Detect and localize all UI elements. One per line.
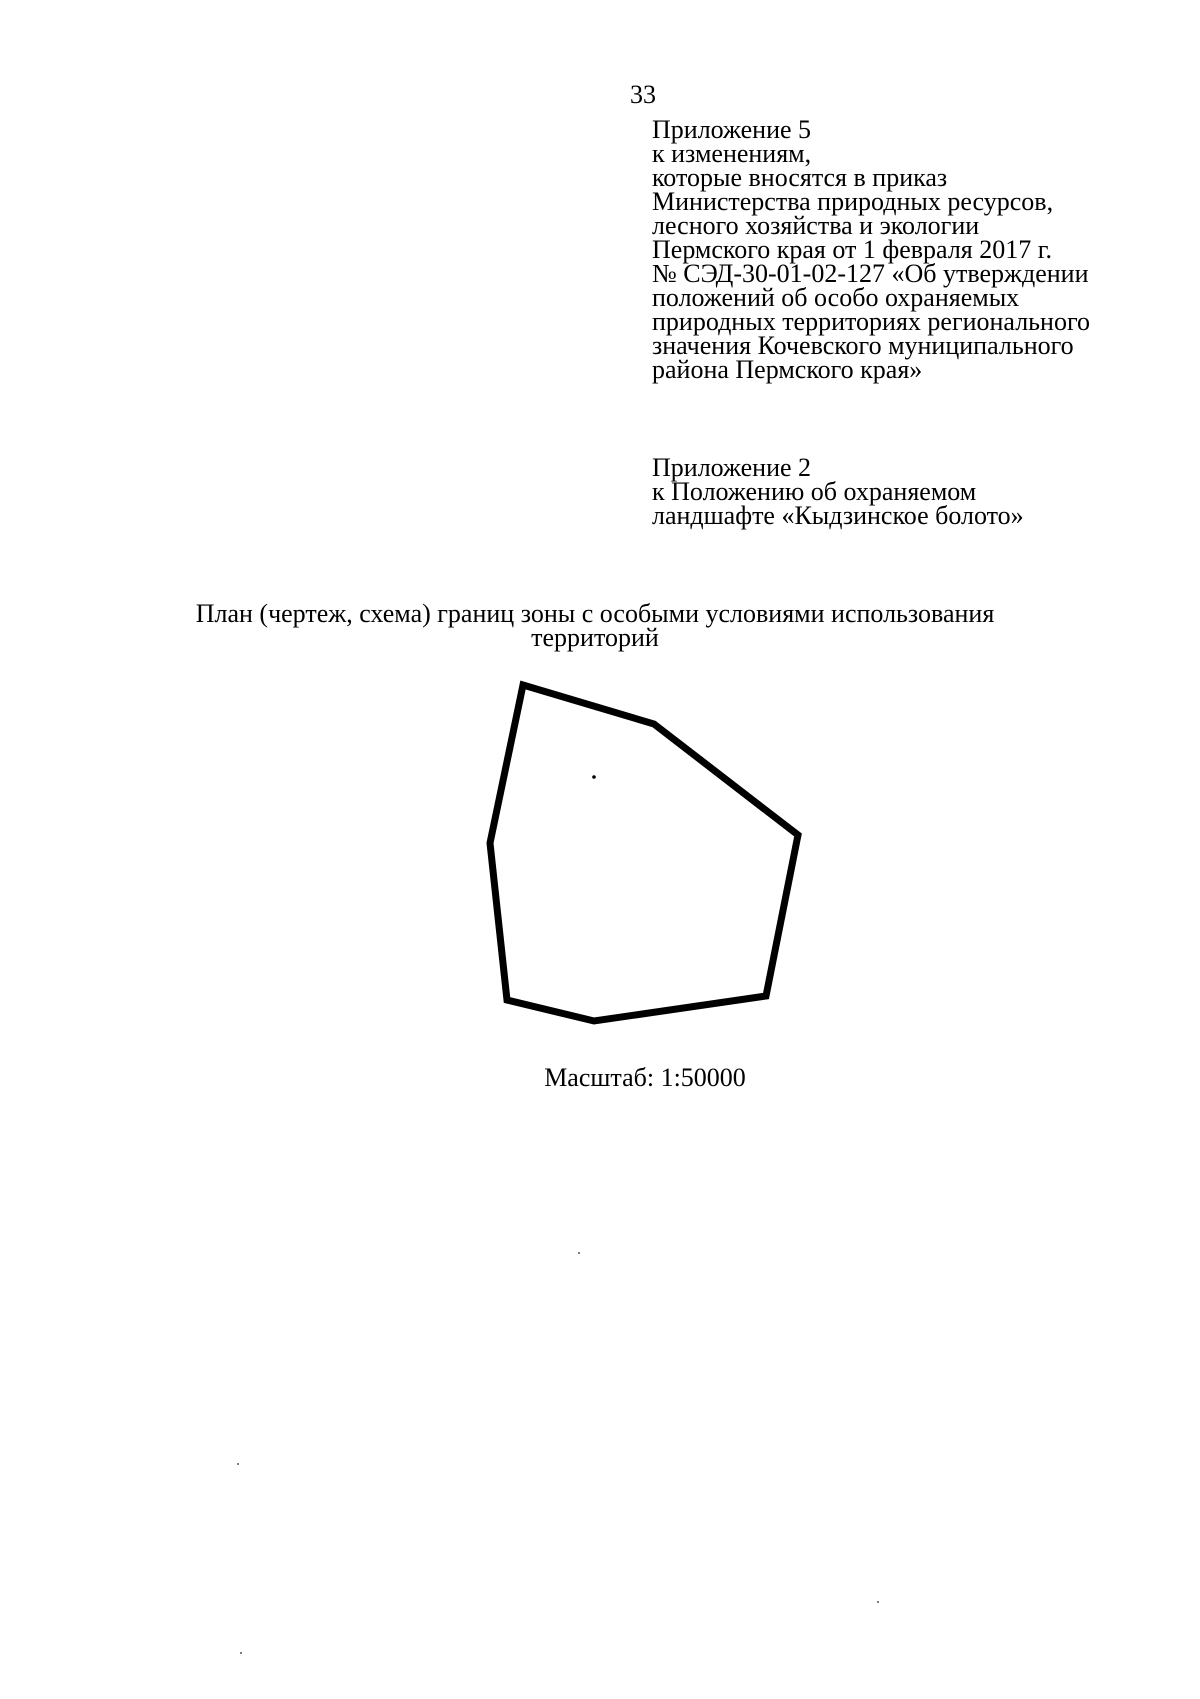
interior-dot xyxy=(592,775,596,779)
scale-label: Масштаб: 1:50000 xyxy=(544,1063,746,1092)
appendix-2-line: Приложение 2 xyxy=(652,453,812,482)
appendix-5-line: к изменениям, xyxy=(652,139,812,168)
appendix-5-line: значения Кочевского муниципального xyxy=(652,331,1074,360)
zone-boundary-outline xyxy=(490,685,798,1021)
plan-title-line: территорий xyxy=(531,623,659,652)
appendix-2-line: ландшафте «Кыдзинское болото» xyxy=(652,501,1024,530)
appendix-5-line: Приложение 5 xyxy=(652,115,812,144)
scan-speck xyxy=(240,1652,242,1654)
scan-speck xyxy=(877,1601,879,1603)
appendix-2-header xyxy=(652,453,1172,530)
scan-speck xyxy=(578,1252,580,1254)
scan-speck xyxy=(237,1463,239,1465)
plan-title xyxy=(150,599,1040,652)
page-number: 33 xyxy=(630,80,656,109)
appendix-5-line: Пермского края от 1 февраля 2017 г. xyxy=(652,235,1052,264)
appendix-5-line: природных территориях регионального xyxy=(652,307,1090,336)
appendix-5-line: положений об особо охраняемых xyxy=(652,283,1020,312)
appendix-5-line: которые вносятся в приказ xyxy=(652,163,948,192)
plan-title-line: План (чертеж, схема) границ зоны с особыми условиями использования xyxy=(195,599,995,628)
appendix-2-line: к Положению об охраняемом xyxy=(652,477,977,506)
appendix-5-line: лесного хозяйства и экологии xyxy=(652,211,980,240)
appendix-5-line: № СЭД-30-01-02-127 «Об утверждении xyxy=(652,259,1089,288)
appendix-5-line: района Пермского края» xyxy=(652,355,923,384)
appendix-5-line: Министерства природных ресурсов, xyxy=(652,187,1054,216)
appendix-5-header xyxy=(652,115,1172,384)
